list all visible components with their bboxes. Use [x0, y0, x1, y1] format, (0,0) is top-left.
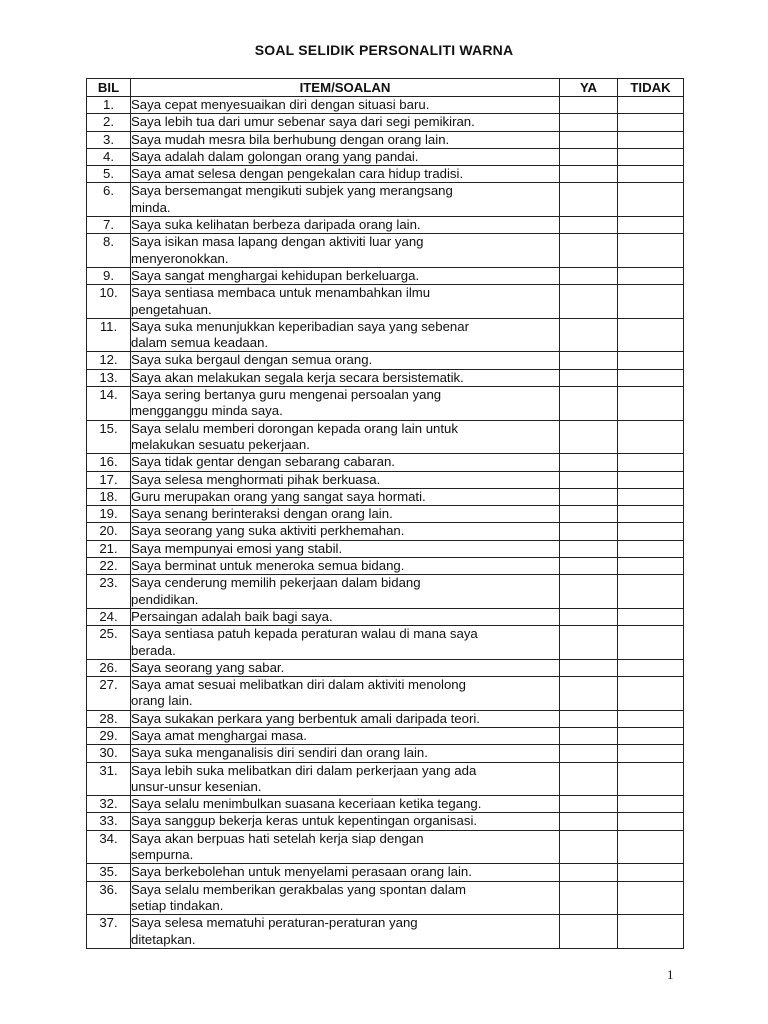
answer-tidak-cell[interactable] [618, 881, 684, 915]
answer-ya-cell[interactable] [560, 677, 618, 711]
item-question [131, 796, 560, 813]
item-number: 33. [87, 813, 131, 830]
answer-tidak-cell[interactable] [618, 813, 684, 830]
answer-tidak-cell[interactable] [618, 97, 684, 114]
question-text-line: Saya suka menunjukkan keperibadian saya yang sebenar [131, 318, 469, 334]
item-number: 6. [87, 183, 131, 217]
item-question [131, 131, 560, 148]
question-text-line: Saya seorang yang sabar. [131, 659, 285, 675]
answer-ya-cell[interactable] [560, 830, 618, 864]
item-question [131, 285, 560, 319]
item-number: 34. [87, 830, 131, 864]
answer-tidak-cell[interactable] [618, 523, 684, 540]
item-number: 3. [87, 131, 131, 148]
answer-ya-cell[interactable] [560, 369, 618, 386]
answer-tidak-cell[interactable] [618, 796, 684, 813]
answer-tidak-cell[interactable] [618, 471, 684, 488]
table-row [87, 285, 684, 319]
answer-ya-cell[interactable] [560, 796, 618, 813]
answer-tidak-cell[interactable] [618, 762, 684, 796]
answer-tidak-cell[interactable] [618, 420, 684, 454]
question-text-line: Saya lebih suka melibatkan diri dalam perkerjaan yang ada [131, 762, 477, 778]
table-row [87, 148, 684, 165]
table-row [87, 454, 684, 471]
item-number: 1. [87, 97, 131, 114]
question-text-line: Saya sentiasa membaca untuk menambahkan ilmu [131, 285, 431, 301]
answer-tidak-cell[interactable] [618, 318, 684, 352]
answer-tidak-cell[interactable] [618, 710, 684, 727]
item-number: 12. [87, 352, 131, 369]
item-number: 30. [87, 745, 131, 762]
header-row [87, 79, 684, 97]
question-text-line: Saya amat selesa dengan pengekalan cara hidup tradisi. [131, 166, 464, 182]
answer-ya-cell[interactable] [560, 114, 618, 131]
question-text-line: Saya berminat untuk meneroka semua bidang. [131, 558, 405, 574]
question-text-line: ditetapkan. [131, 931, 196, 947]
item-question [131, 659, 560, 676]
item-number: 4. [87, 148, 131, 165]
item-number: 28. [87, 710, 131, 727]
table-row [87, 369, 684, 386]
question-text-line: Persaingan adalah baik bagi saya. [131, 608, 333, 624]
table-body [87, 97, 684, 949]
question-text-line: Saya suka kelihatan berbeza daripada orang lain. [131, 217, 421, 233]
answer-ya-cell[interactable] [560, 523, 618, 540]
answer-tidak-cell[interactable] [618, 626, 684, 660]
question-text-line: Saya suka bergaul dengan semua orang. [131, 352, 373, 368]
table-row [87, 727, 684, 744]
answer-tidak-cell[interactable] [618, 830, 684, 864]
answer-tidak-cell[interactable] [618, 114, 684, 131]
item-question [131, 915, 560, 949]
table-row [87, 830, 684, 864]
question-text-line: Saya sangat menghargai kehidupan berkeluarga. [131, 267, 420, 283]
item-question [131, 352, 560, 369]
item-question [131, 369, 560, 386]
item-number: 23. [87, 575, 131, 609]
table-row [87, 267, 684, 284]
answer-tidak-cell[interactable] [618, 659, 684, 676]
answer-tidak-cell[interactable] [618, 148, 684, 165]
question-text-line: mengganggu minda saya. [131, 403, 283, 419]
table-row [87, 488, 684, 505]
item-question [131, 745, 560, 762]
question-text-line: Saya cepat menyesuaikan diri dengan situasi baru. [131, 97, 430, 112]
table-row [87, 558, 684, 575]
question-text-line: Saya mempunyai emosi yang stabil. [131, 540, 343, 556]
item-question [131, 97, 560, 114]
item-question [131, 523, 560, 540]
answer-tidak-cell[interactable] [618, 387, 684, 421]
item-question [131, 813, 560, 830]
question-text-line: Saya lebih tua dari umur sebenar saya dari segi pemikiran. [131, 114, 475, 130]
header-ya: YA [560, 79, 618, 97]
question-text-line: sempurna. [131, 847, 194, 863]
answer-ya-cell[interactable] [560, 318, 618, 352]
question-text-line: Saya sukakan perkara yang berbentuk amali daripada teori. [131, 710, 480, 726]
answer-ya-cell[interactable] [560, 420, 618, 454]
answer-ya-cell[interactable] [560, 710, 618, 727]
table-row [87, 352, 684, 369]
table-row [87, 915, 684, 949]
item-number: 8. [87, 234, 131, 268]
table-row [87, 183, 684, 217]
item-question [131, 864, 560, 881]
item-number: 26. [87, 659, 131, 676]
item-question [131, 677, 560, 711]
question-text-line: Saya adalah dalam golongan orang yang pandai. [131, 148, 419, 164]
answer-ya-cell[interactable] [560, 575, 618, 609]
item-question [131, 710, 560, 727]
question-text-line: Saya mudah mesra bila berhubung dengan orang lain. [131, 131, 450, 147]
table-row [87, 881, 684, 915]
item-question [131, 830, 560, 864]
answer-ya-cell[interactable] [560, 285, 618, 319]
question-text-line: Saya sentiasa patuh kepada peraturan walau di mana saya [131, 626, 478, 642]
table-row [87, 131, 684, 148]
question-text-line: Saya selalu memberi dorongan kepada orang lain untuk [131, 420, 458, 436]
answer-ya-cell[interactable] [560, 217, 618, 234]
table-row [87, 166, 684, 183]
item-number: 29. [87, 727, 131, 744]
item-number: 13. [87, 369, 131, 386]
answer-tidak-cell[interactable] [618, 864, 684, 881]
table-row [87, 813, 684, 830]
question-text-line: Saya selalu memberikan gerakbalas yang spontan dalam [131, 881, 467, 897]
item-question [131, 387, 560, 421]
table-row [87, 387, 684, 421]
answer-tidak-cell[interactable] [618, 454, 684, 471]
item-number: 21. [87, 540, 131, 557]
item-number: 2. [87, 114, 131, 131]
table-row [87, 677, 684, 711]
item-number: 10. [87, 285, 131, 319]
item-question [131, 881, 560, 915]
item-question [131, 420, 560, 454]
answer-tidak-cell[interactable] [618, 727, 684, 744]
answer-ya-cell[interactable] [560, 454, 618, 471]
answer-tidak-cell[interactable] [618, 234, 684, 268]
answer-ya-cell[interactable] [560, 183, 618, 217]
answer-tidak-cell[interactable] [618, 575, 684, 609]
item-question [131, 575, 560, 609]
item-question [131, 234, 560, 268]
item-number: 24. [87, 608, 131, 625]
item-question [131, 471, 560, 488]
item-question [131, 727, 560, 744]
item-question [131, 488, 560, 505]
item-question [131, 454, 560, 471]
answer-ya-cell[interactable] [560, 387, 618, 421]
header-tidak: TIDAK [618, 79, 684, 97]
item-number: 19. [87, 506, 131, 523]
question-text-line: melakukan sesuatu pekerjaan. [131, 436, 310, 452]
question-text-line: Saya tidak gentar dengan sebarang cabaran. [131, 454, 395, 470]
answer-ya-cell[interactable] [560, 608, 618, 625]
item-question [131, 608, 560, 625]
answer-ya-cell[interactable] [560, 864, 618, 881]
answer-ya-cell[interactable] [560, 915, 618, 949]
answer-ya-cell[interactable] [560, 97, 618, 114]
answer-ya-cell[interactable] [560, 166, 618, 183]
answer-ya-cell[interactable] [560, 267, 618, 284]
header-item: ITEM/SOALAN [131, 79, 560, 97]
answer-tidak-cell[interactable] [618, 267, 684, 284]
item-question [131, 558, 560, 575]
answer-tidak-cell[interactable] [618, 745, 684, 762]
question-text-line: setiap tindakan. [131, 897, 224, 913]
item-question [131, 183, 560, 217]
item-number: 14. [87, 387, 131, 421]
item-number: 31. [87, 762, 131, 796]
table-row [87, 114, 684, 131]
item-number: 27. [87, 677, 131, 711]
page-number: 1 [667, 967, 674, 982]
table-row [87, 762, 684, 796]
answer-ya-cell[interactable] [560, 881, 618, 915]
item-question [131, 217, 560, 234]
item-question [131, 506, 560, 523]
answer-tidak-cell[interactable] [618, 131, 684, 148]
table-row [87, 217, 684, 234]
question-text-line: Saya amat sesuai melibatkan diri dalam aktiviti menolong [131, 677, 466, 693]
table-row [87, 745, 684, 762]
question-text-line: Saya senang berinteraksi dengan orang lain. [131, 506, 393, 522]
item-number: 11. [87, 318, 131, 352]
table-row [87, 318, 684, 352]
answer-ya-cell[interactable] [560, 727, 618, 744]
question-text-line: Saya berkebolehan untuk menyelami perasaan orang lain. [131, 864, 472, 880]
question-text-line: Saya sering bertanya guru mengenai persoalan yang [131, 387, 442, 403]
answer-ya-cell[interactable] [560, 234, 618, 268]
item-question [131, 540, 560, 557]
answer-tidak-cell[interactable] [618, 540, 684, 557]
answer-ya-cell[interactable] [560, 762, 618, 796]
table-row [87, 864, 684, 881]
answer-ya-cell[interactable] [560, 506, 618, 523]
item-number: 16. [87, 454, 131, 471]
question-text-line: Saya amat menghargai masa. [131, 727, 307, 743]
table-row [87, 471, 684, 488]
item-number: 36. [87, 881, 131, 915]
item-question [131, 114, 560, 131]
item-question [131, 148, 560, 165]
item-question [131, 318, 560, 352]
question-text-line: orang lain. [131, 693, 193, 709]
question-text-line: minda. [131, 199, 171, 215]
item-question [131, 762, 560, 796]
question-text-line: Saya akan melakukan segala kerja secara bersistematik. [131, 369, 464, 385]
question-text-line: Saya selesa mematuhi peraturan-peraturan yang [131, 915, 418, 931]
table-row [87, 97, 684, 114]
question-text-line: Saya isikan masa lapang dengan aktiviti luar yang [131, 234, 424, 250]
question-text-line: dalam semua keadaan. [131, 335, 269, 351]
item-number: 15. [87, 420, 131, 454]
answer-tidak-cell[interactable] [618, 488, 684, 505]
answer-tidak-cell[interactable] [618, 915, 684, 949]
item-number: 9. [87, 267, 131, 284]
answer-ya-cell[interactable] [560, 352, 618, 369]
question-text-line: Saya selesa menghormati pihak berkuasa. [131, 471, 381, 487]
table-row [87, 659, 684, 676]
answer-tidak-cell[interactable] [618, 166, 684, 183]
answer-ya-cell[interactable] [560, 626, 618, 660]
question-text-line: Saya seorang yang suka aktiviti perkhemahan. [131, 523, 405, 539]
answer-ya-cell[interactable] [560, 558, 618, 575]
answer-tidak-cell[interactable] [618, 677, 684, 711]
answer-ya-cell[interactable] [560, 488, 618, 505]
table-row [87, 420, 684, 454]
item-number: 5. [87, 166, 131, 183]
question-text-line: Saya bersemangat mengikuti subjek yang merangsang [131, 183, 453, 199]
question-text-line: Saya suka menganalisis diri sendiri dan orang lain. [131, 745, 428, 761]
answer-tidak-cell[interactable] [618, 217, 684, 234]
table-row [87, 796, 684, 813]
question-text-line: menyeronokkan. [131, 250, 229, 266]
item-number: 20. [87, 523, 131, 540]
item-number: 32. [87, 796, 131, 813]
item-number: 35. [87, 864, 131, 881]
table-header [87, 79, 684, 97]
answer-tidak-cell[interactable] [618, 558, 684, 575]
question-text-line: Saya akan berpuas hati setelah kerja siap dengan [131, 830, 424, 846]
answer-tidak-cell[interactable] [618, 352, 684, 369]
table-row [87, 523, 684, 540]
answer-ya-cell[interactable] [560, 540, 618, 557]
answer-ya-cell[interactable] [560, 659, 618, 676]
header-bil: BIL [87, 79, 131, 97]
item-question [131, 267, 560, 284]
table-row [87, 506, 684, 523]
question-text-line: berada. [131, 642, 176, 658]
item-number: 7. [87, 217, 131, 234]
item-question [131, 166, 560, 183]
answer-ya-cell[interactable] [560, 745, 618, 762]
document-title: SOAL SELIDIK PERSONALITI WARNA [254, 42, 514, 58]
question-text-line: Saya cenderung memilih pekerjaan dalam bidang [131, 575, 421, 591]
item-number: 17. [87, 471, 131, 488]
table-row [87, 540, 684, 557]
question-text-line: unsur-unsur kesenian. [131, 778, 262, 794]
item-number: 18. [87, 488, 131, 505]
table-row [87, 626, 684, 660]
question-text-line: Guru merupakan orang yang sangat saya hormati. [131, 488, 426, 504]
answer-tidak-cell[interactable] [618, 506, 684, 523]
table-row [87, 575, 684, 609]
item-question [131, 626, 560, 660]
table-row [87, 608, 684, 625]
question-text-line: Saya sanggup bekerja keras untuk kepentingan organisasi. [131, 813, 478, 829]
table-row [87, 234, 684, 268]
answer-tidak-cell[interactable] [618, 369, 684, 386]
answer-tidak-cell[interactable] [618, 608, 684, 625]
answer-ya-cell[interactable] [560, 813, 618, 830]
item-number: 37. [87, 915, 131, 949]
answer-tidak-cell[interactable] [618, 285, 684, 319]
answer-tidak-cell[interactable] [618, 183, 684, 217]
question-text-line: pengetahuan. [131, 301, 212, 317]
question-text-line: Saya selalu menimbulkan suasana keceriaan ketika tegang. [131, 796, 482, 812]
item-number: 25. [87, 626, 131, 660]
item-number: 22. [87, 558, 131, 575]
questionnaire-table [86, 78, 684, 949]
table-row [87, 710, 684, 727]
question-text-line: pendidikan. [131, 591, 199, 607]
answer-ya-cell[interactable] [560, 471, 618, 488]
answer-ya-cell[interactable] [560, 148, 618, 165]
answer-ya-cell[interactable] [560, 131, 618, 148]
